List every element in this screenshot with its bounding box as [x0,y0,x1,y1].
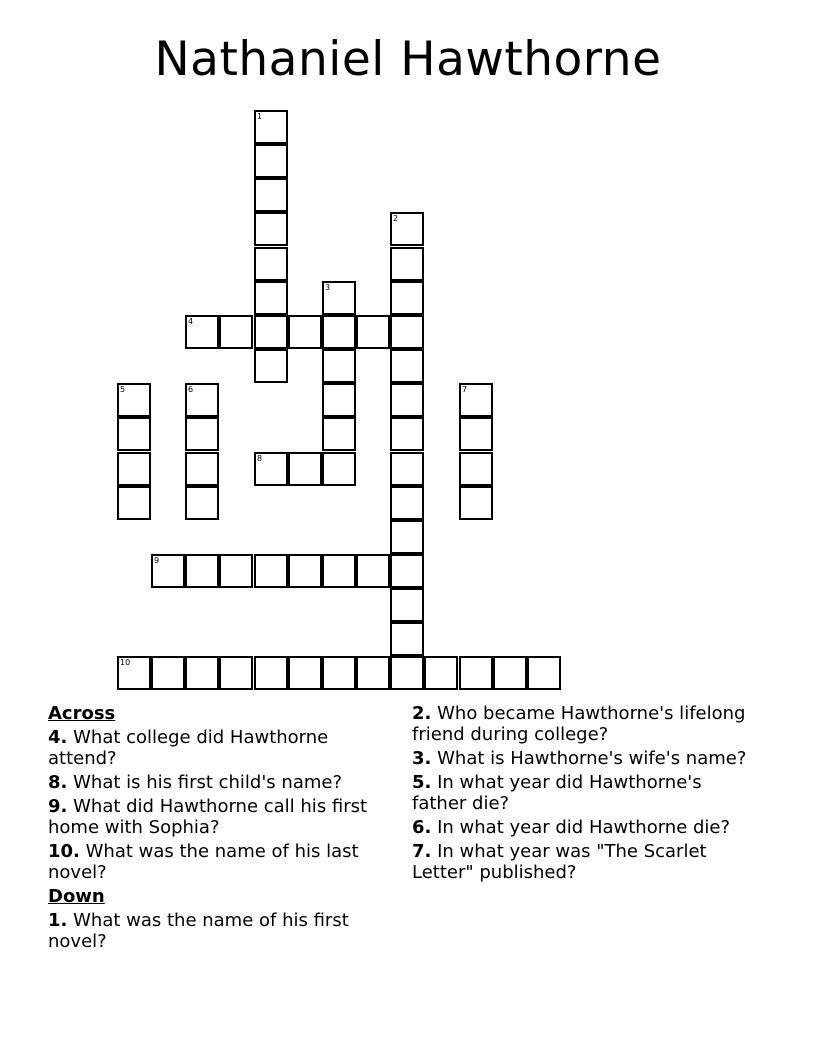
grid-cell[interactable] [390,520,424,554]
clue-text: What is Hawthorne's wife's name? [437,748,747,769]
clue-text: What was the name of his last novel? [48,841,359,883]
grid-cell[interactable] [185,383,219,417]
grid-cell[interactable] [322,417,356,451]
grid-cell[interactable] [493,656,527,690]
grid-cell[interactable] [459,656,493,690]
clue-number: 7. [412,841,432,862]
cell-number: 6 [188,385,194,394]
grid-cell[interactable] [322,452,356,486]
cell-number: 5 [120,385,126,394]
clue-text: In what year was "The Scarlet Letter" published? [412,841,707,883]
grid-cell[interactable] [390,315,424,349]
grid-cell[interactable] [322,281,356,315]
cell-number: 4 [188,317,194,326]
grid-cell[interactable] [151,554,185,588]
grid-cell[interactable] [390,486,424,520]
grid-cell[interactable] [390,417,424,451]
grid-cell[interactable] [117,486,151,520]
grid-cell[interactable] [254,554,288,588]
grid-cell[interactable] [185,554,219,588]
cell-number: 9 [154,556,160,565]
grid-cell[interactable] [254,110,288,144]
clue-number: 5. [412,772,432,793]
grid-cell[interactable] [219,656,253,690]
clue-text: In what year did Hawthorne die? [437,817,731,838]
clue-number: 3. [412,748,432,769]
grid-cell[interactable] [185,486,219,520]
clue-number: 6. [412,817,432,838]
grid-cell[interactable] [390,554,424,588]
grid-cell[interactable] [117,417,151,451]
grid-cell[interactable] [185,315,219,349]
clue-text: In what year did Hawthorne's father die? [412,772,702,814]
clue-number: 1. [48,910,68,931]
grid-cell[interactable] [390,247,424,281]
grid-cell[interactable] [288,554,322,588]
grid-cell[interactable] [288,315,322,349]
grid-cell[interactable] [254,144,288,178]
grid-cell[interactable] [459,486,493,520]
grid-cell[interactable] [390,656,424,690]
grid-cell[interactable] [527,656,561,690]
cell-number: 1 [257,112,263,121]
grid-cell[interactable] [151,656,185,690]
grid-cell[interactable] [254,247,288,281]
grid-cell[interactable] [254,212,288,246]
clue-text: What was the name of his first novel? [48,910,349,952]
grid-cell[interactable] [117,452,151,486]
grid-cell[interactable] [390,349,424,383]
clue-down-5 [412,772,752,814]
grid-cell[interactable] [254,452,288,486]
grid-cell[interactable] [288,452,322,486]
cell-number: 10 [120,658,131,667]
clue-across-4 [48,727,388,769]
grid-cell[interactable] [288,656,322,690]
puzzle-title: Nathaniel Hawthorne [154,32,662,87]
grid-cell[interactable] [254,349,288,383]
clue-down-1 [48,910,388,952]
grid-cell[interactable] [390,622,424,656]
clue-across-9 [48,796,388,838]
clue-down-7 [412,841,752,883]
down-heading: Down [48,886,105,907]
clue-text: What is his first child's name? [73,772,343,793]
clue-text: Who became Hawthorne's lifelong friend during college? [412,703,746,745]
grid-cell[interactable] [254,178,288,212]
grid-cell[interactable] [424,656,458,690]
clue-number: 9. [48,796,68,817]
cell-number: 2 [393,214,399,223]
clues-left-column [48,703,388,955]
grid-cell[interactable] [322,349,356,383]
cell-number: 8 [257,454,263,463]
grid-cell[interactable] [219,315,253,349]
clue-text: What college did Hawthorne attend? [48,727,329,769]
grid-cell[interactable] [459,452,493,486]
grid-cell[interactable] [117,383,151,417]
grid-cell[interactable] [185,656,219,690]
grid-cell[interactable] [356,315,390,349]
grid-cell[interactable] [219,554,253,588]
cell-number: 3 [325,283,331,292]
clues-right-column [412,703,752,886]
grid-cell[interactable] [459,383,493,417]
grid-cell[interactable] [185,452,219,486]
clue-across-10 [48,841,388,883]
grid-cell[interactable] [459,417,493,451]
grid-cell[interactable] [322,554,356,588]
clue-number: 10. [48,841,80,862]
clue-text: What did Hawthorne call his first home with Sophia? [48,796,368,838]
grid-cell[interactable] [390,212,424,246]
clue-number: 8. [48,772,68,793]
grid-cell[interactable] [254,281,288,315]
grid-cell[interactable] [322,656,356,690]
grid-cell[interactable] [322,383,356,417]
grid-cell[interactable] [390,383,424,417]
grid-cell[interactable] [390,452,424,486]
grid-cell[interactable] [254,656,288,690]
grid-cell[interactable] [185,417,219,451]
cell-number: 7 [462,385,468,394]
across-heading: Across [48,703,116,724]
clue-across-8 [48,772,388,793]
clue-number: 4. [48,727,68,748]
grid-cell[interactable] [322,315,356,349]
grid-cell[interactable] [356,554,390,588]
clue-down-3 [412,748,752,769]
clue-down-6 [412,817,752,838]
grid-cell[interactable] [356,656,390,690]
grid-cell[interactable] [117,656,151,690]
clue-number: 2. [412,703,432,724]
grid-cell[interactable] [254,315,288,349]
grid-cell[interactable] [390,281,424,315]
clue-down-2 [412,703,752,745]
grid-cell[interactable] [390,588,424,622]
